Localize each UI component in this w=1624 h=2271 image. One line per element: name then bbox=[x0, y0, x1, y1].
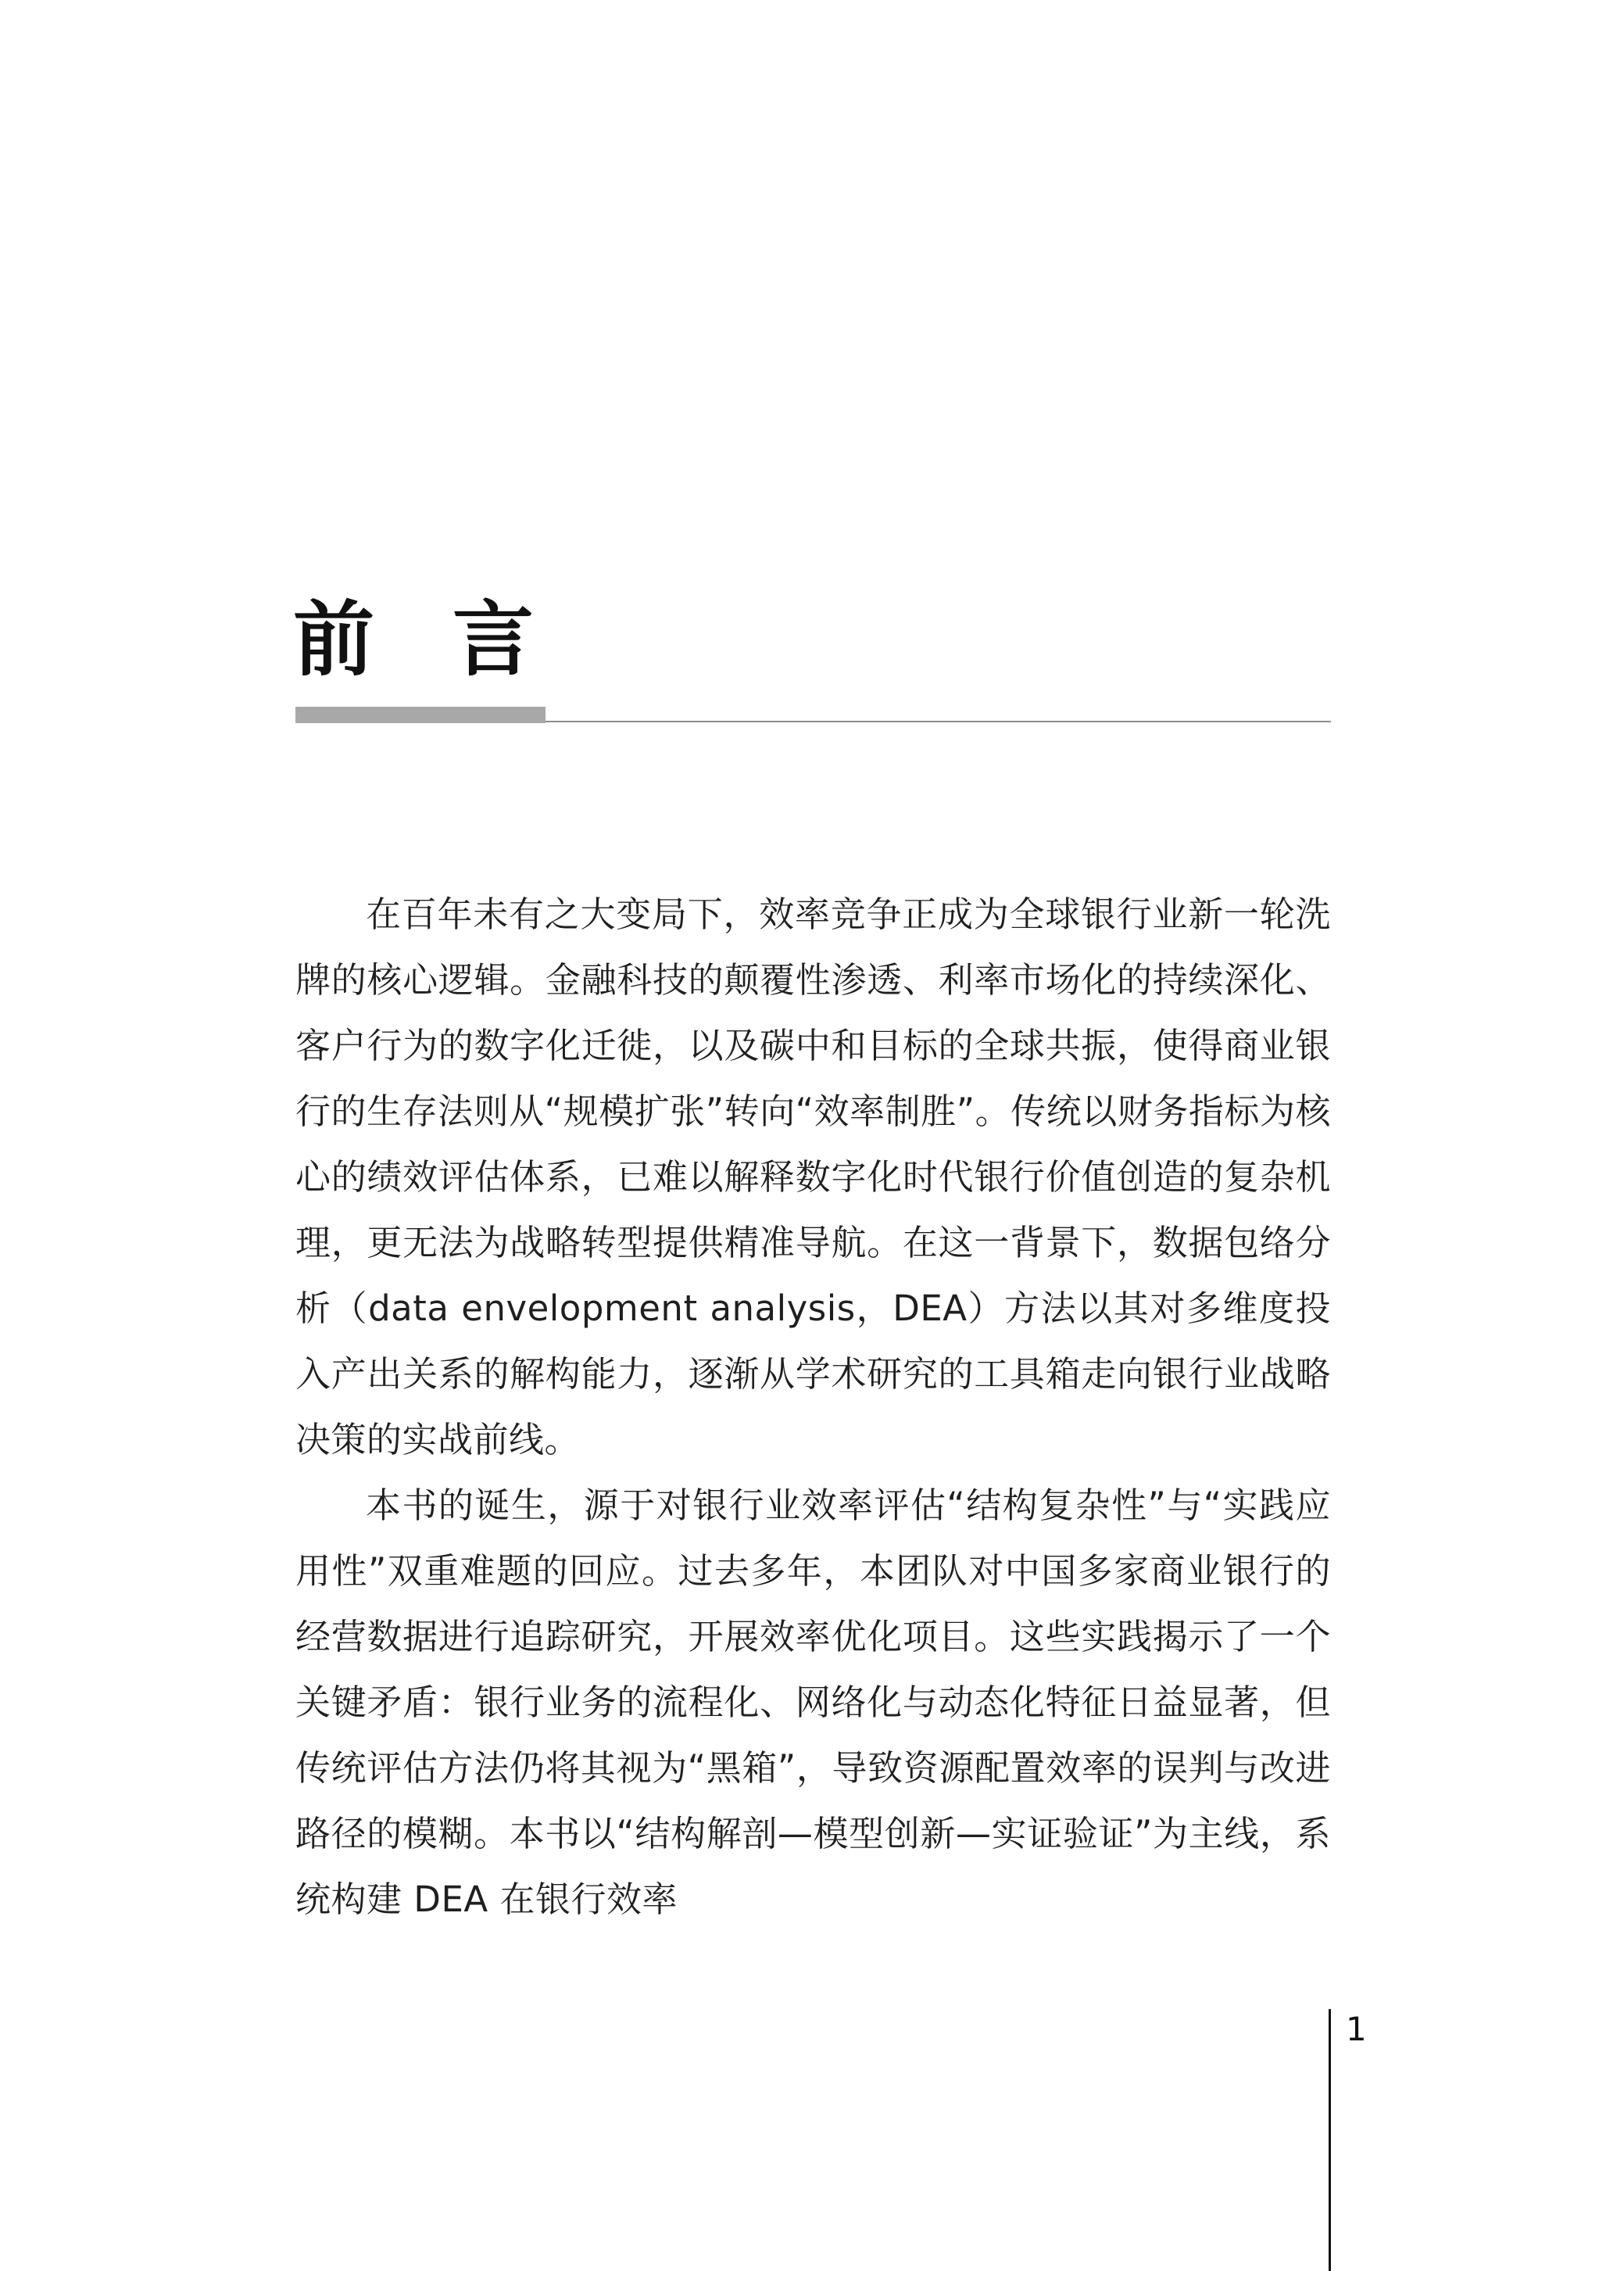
paragraph: 本书的诞生，源于对银行业效率评估“结构复杂性”与“实践应用性”双重难题的回应。过去多年，本团队对中国多家商业银行的经营数据进行追踪研究，开展效率优化项目。这些实践揭示了一个关键矛盾：银行业务的流程化、网络化与动态化特征日益显著，但传统评估方法仍将其视为“黑箱”，导致资源配置效率的误判与改进路径的模糊。本书以“结构解剖—模型创新—实证验证”为主线，系统构建 DEA 在银行效率 bbox=[295, 1485, 1331, 1920]
title-accent-bar bbox=[295, 707, 546, 723]
paragraph: 在百年未有之大变局下，效率竞争正成为全球银行业新一轮洗牌的核心逻辑。金融科技的颠覆性渗透、利率市场化的持续深化、客户行为的数字化迁徙，以及碳中和目标的全球共振，使得商业银行的生存法则从“规模扩张”转向“效率制胜”。传统以财务指标为核心的绩效评估体系，已难以解释数字化时代银行价值创造的复杂机理，更无法为战略转型提供精准导航。在这一背景下，数据包络分析（data envelopment analysis，DEA）方法以其对多维度投入产出关系的解构能力，逐渐从学术研究的工具箱走向银行业战略决策的实战前线。 bbox=[295, 894, 1331, 1460]
page-title: 前言 bbox=[293, 591, 613, 687]
page-number: 1 bbox=[1346, 2010, 1367, 2048]
page-margin-rule bbox=[1329, 2009, 1331, 2271]
body-text bbox=[295, 882, 1331, 1932]
